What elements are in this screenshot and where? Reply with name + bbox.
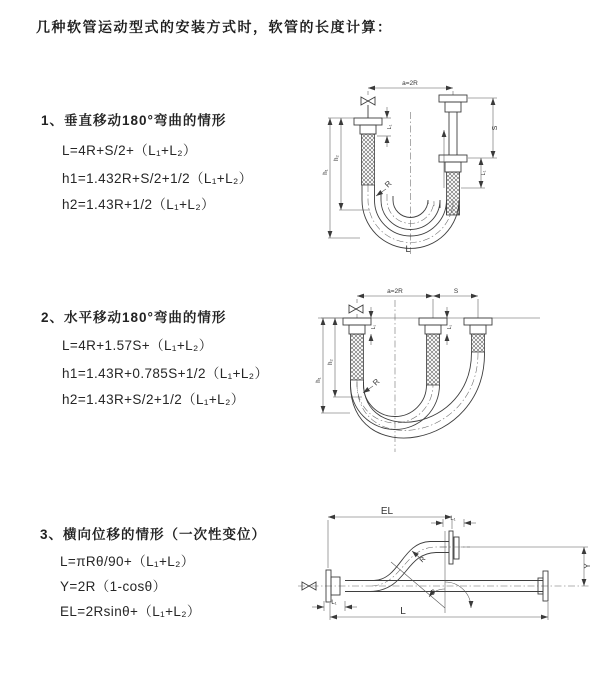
page-title: 几种软管运动型式的安装方式时，软管的长度计算： xyxy=(36,19,393,35)
dim-label-L: L xyxy=(405,244,411,254)
dim-label-h1: h₁ xyxy=(316,377,322,383)
dim-label-S: S xyxy=(453,288,459,295)
dim-label-a2r: a=2R xyxy=(402,80,418,87)
dim-label-h1: h₁ xyxy=(323,169,329,175)
displaced-flange xyxy=(440,531,470,564)
dim-label-L: L xyxy=(400,606,406,617)
section-3-heading: 3、横向位移的情形（一次性变位） xyxy=(40,527,267,542)
right-pipe-assembly xyxy=(464,318,492,352)
section-1-heading: 1、垂直移动180°弯曲的情形 xyxy=(41,113,227,128)
dim-label-L1-bottom: L₁ xyxy=(331,600,337,606)
section-2-formula-L: L=4R+1.57S+（L₁+L₂） xyxy=(62,338,213,353)
diagram-vertical-180-bend xyxy=(314,74,600,264)
valve-icon xyxy=(349,305,363,313)
dim-label-L1-right: L₁ xyxy=(481,170,487,176)
dim-label-L1-top: L₁ xyxy=(450,516,456,522)
section-1-formula-h2: h2=1.43R+1/2（L₁+L₂） xyxy=(62,197,215,212)
dim-label-R: R xyxy=(383,179,394,190)
dim-label-L1-left: L₁ xyxy=(387,124,393,130)
diagram-lateral-displacement xyxy=(296,506,596,626)
hose-curve xyxy=(347,542,449,592)
diagram-horizontal-180-bend xyxy=(312,284,600,454)
hose-curves xyxy=(350,352,484,438)
left-pipe-assembly xyxy=(354,118,382,185)
dim-label-R: R xyxy=(418,555,428,565)
dim-label-R: R xyxy=(371,377,382,388)
middle-pipe-assembly xyxy=(419,318,447,385)
dim-label-L1-mid: L₁ xyxy=(447,324,453,330)
section-1-formula-h1: h1=1.432R+S/2+1/2（L₁+L₂） xyxy=(62,171,253,186)
section-3-formula-EL: EL=2Rsinθ+（L₁+L₂） xyxy=(60,604,201,619)
right-pipe-assembly xyxy=(439,95,467,215)
dim-label-h2: h₂ xyxy=(328,359,334,365)
section-2-heading: 2、水平移动180°弯曲的情形 xyxy=(41,310,227,325)
dim-label-EL: EL xyxy=(380,506,394,517)
left-pipe-assembly xyxy=(343,318,371,380)
dim-label-a2r: a=2R xyxy=(387,288,403,295)
section-2-formula-h1: h1=1.43R+0.785S+1/2（L₁+L₂） xyxy=(62,366,269,381)
dim-label-L1-left: L₁ xyxy=(371,324,377,330)
dim-label-theta: θ xyxy=(431,590,435,597)
section-3-formula-Y: Y=2R（1-cosθ） xyxy=(60,579,167,594)
valve-icon xyxy=(361,97,375,118)
section-2-formula-h2: h2=1.43R+S/2+1/2（L₁+L₂） xyxy=(62,392,245,407)
dim-label-Y: Y xyxy=(583,563,592,569)
section-3-formula-L: L=πRθ/90+（L₁+L₂） xyxy=(60,554,195,569)
dim-label-S: S xyxy=(492,125,499,131)
section-1-formula-L: L=4R+S/2+（L₁+L₂） xyxy=(62,143,197,158)
dim-label-h2: h₂ xyxy=(334,155,340,161)
